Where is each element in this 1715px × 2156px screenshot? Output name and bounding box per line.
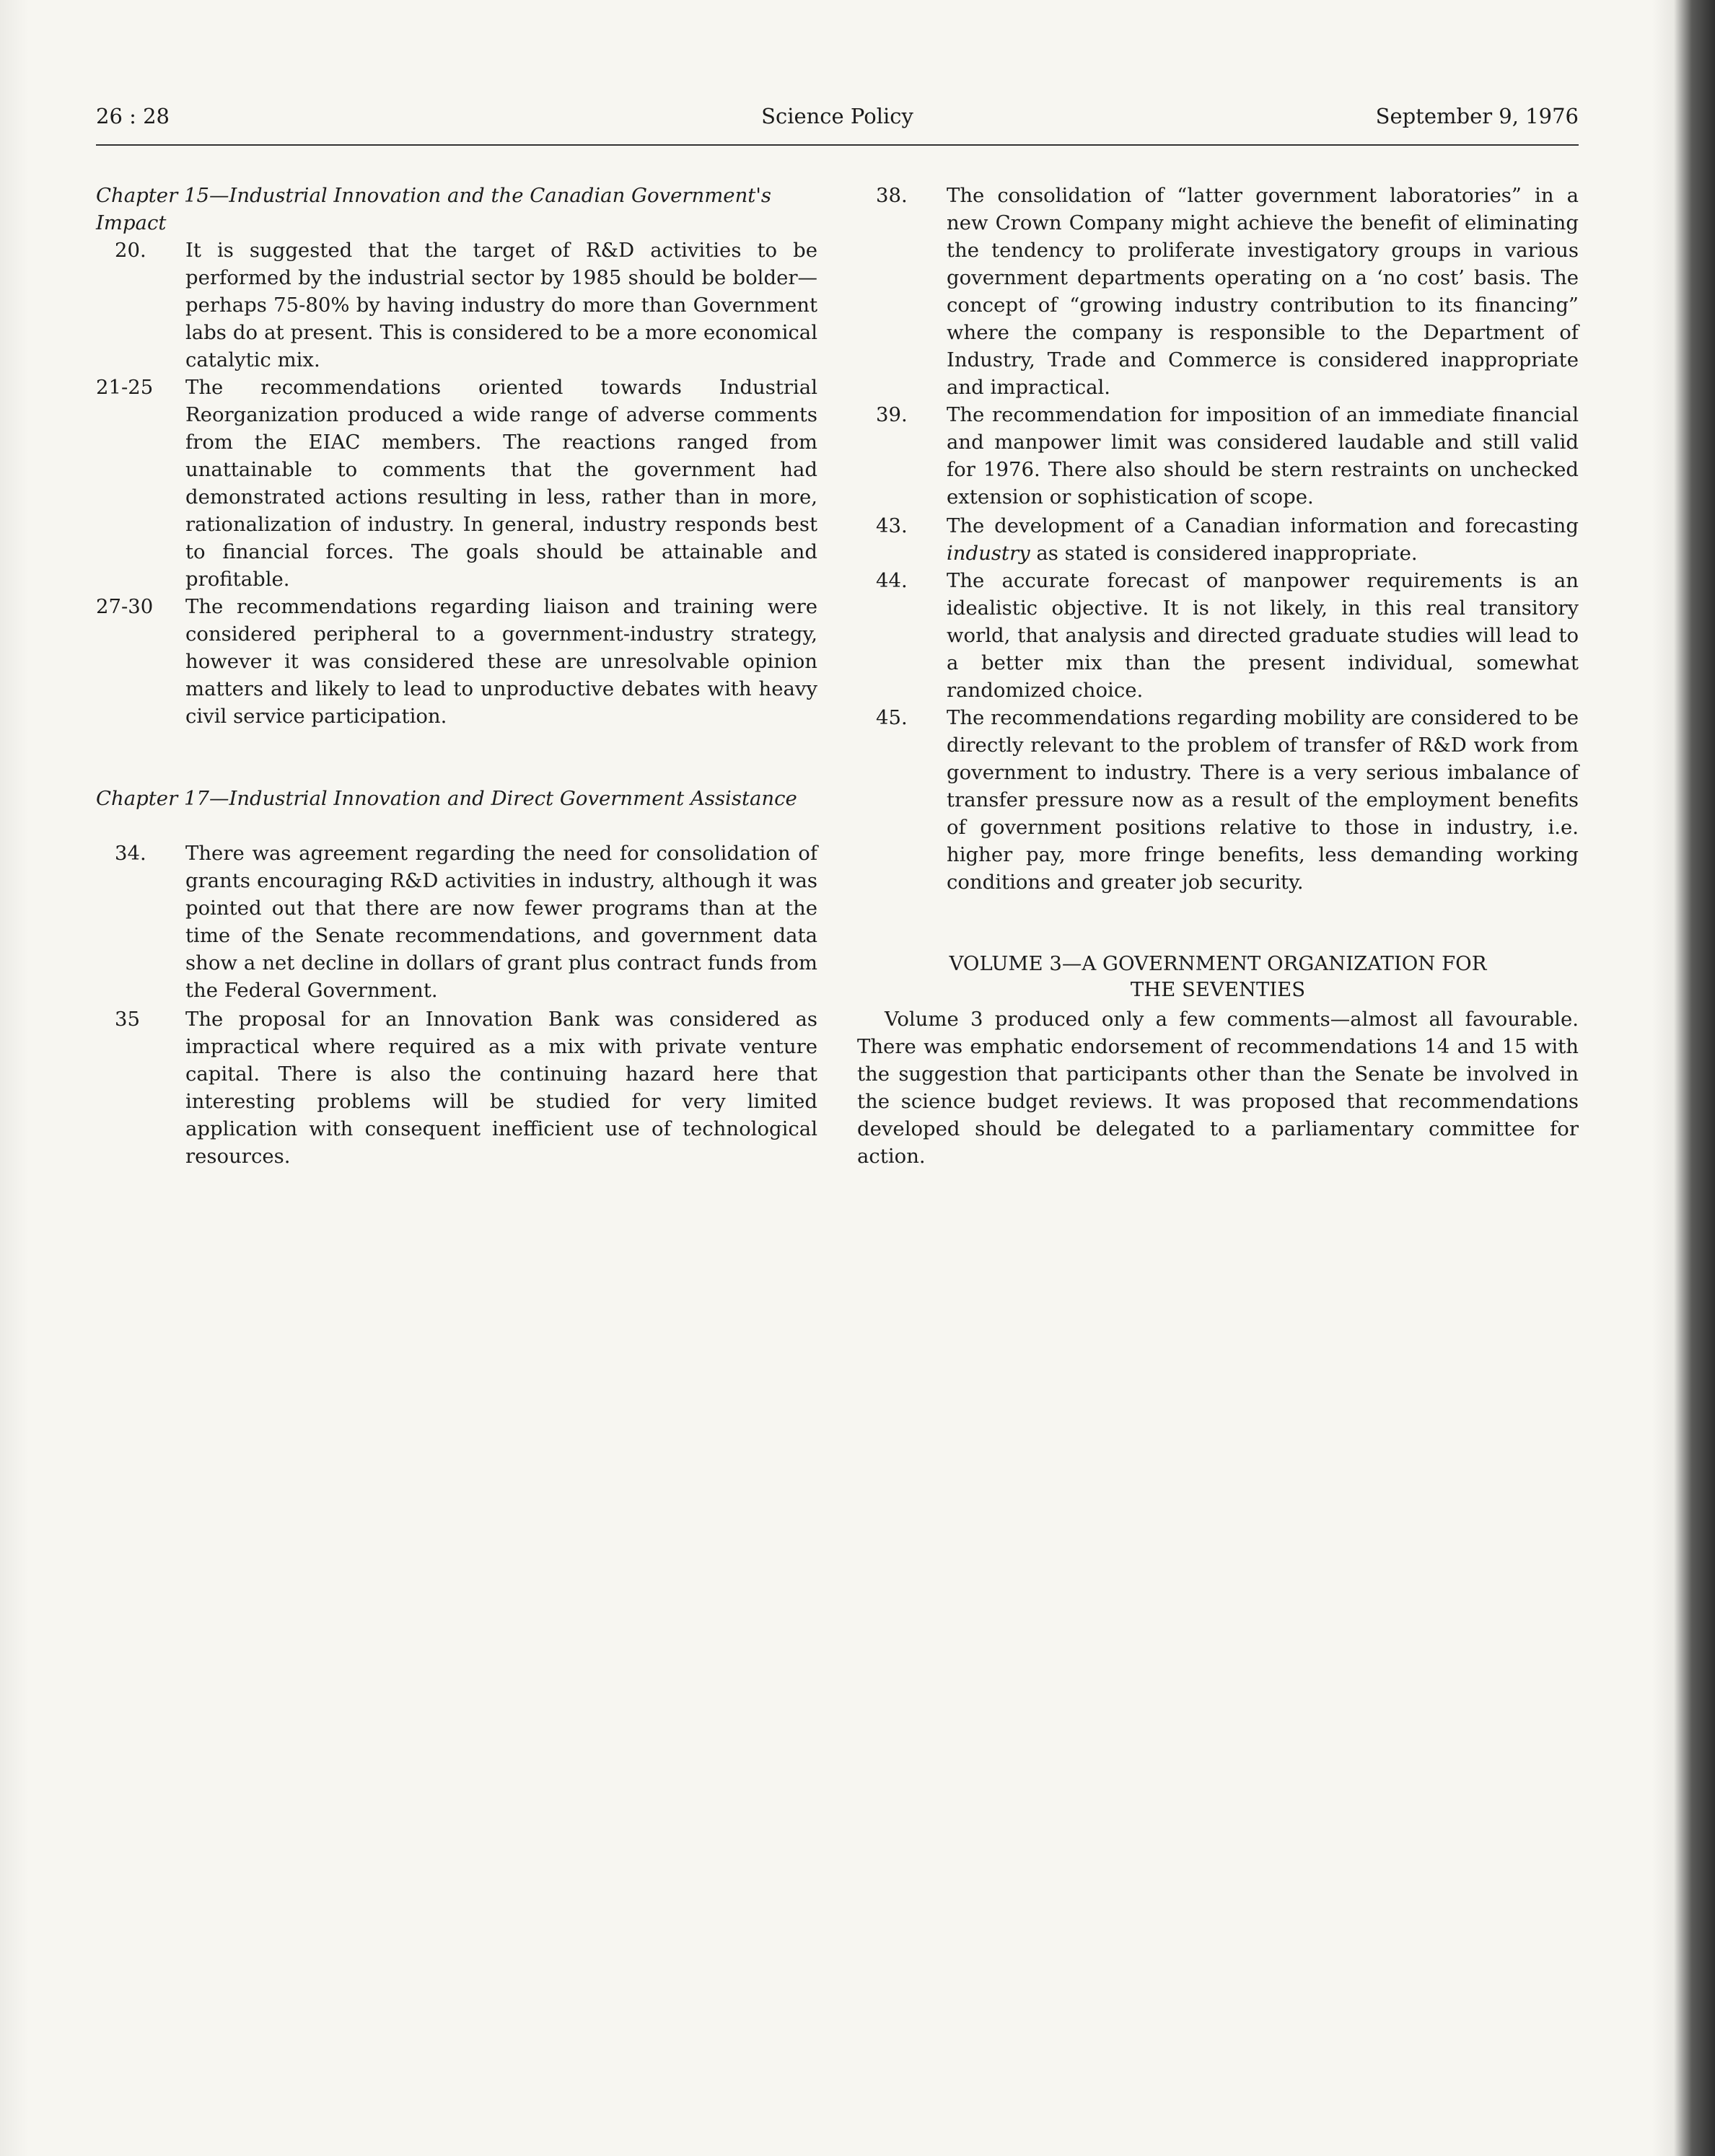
- chapter-17-heading: Chapter 17—Industrial Innovation and Direct Government Assistance: [96, 787, 797, 810]
- chapter-15-heading: Chapter 15—Industrial Innovation and the Canadian Government's Impact: [96, 184, 772, 234]
- volume-3-heading-line1: VOLUME 3—A GOVERNMENT ORGANIZATION FOR: [949, 952, 1487, 975]
- list-item: [96, 840, 817, 1004]
- item-number: 43.: [876, 514, 908, 537]
- list-item: [857, 182, 1579, 401]
- item-number: 44.: [876, 569, 908, 592]
- volume-3-paragraph: Volume 3 produced only a few comments—almost all favourable. There was emphatic endorsement of recommendations 14 and 15 with the suggestion that participants other than the Senate be involved in the science budget reviews. It was proposed that recommendations developed should be delegated to a parliamentary committee for action.: [857, 1008, 1579, 1168]
- item-number: 21-25: [96, 376, 154, 399]
- item-number: 20.: [115, 239, 146, 262]
- list-item: [96, 1006, 817, 1170]
- list-item: [857, 704, 1579, 896]
- list-item: [96, 593, 817, 730]
- item-text: The consolidation of “latter government laboratories” in a new Crown Company might achieve the benefit of eliminating the tendency to proliferate investigatory groups in various government departments operating on a ‘no cost’ basis. The concept of “growing industry contribution to its financing” where the company is responsible to the Department of Industry, Trade and Commerce is considered inappropriate and impractical.: [947, 184, 1579, 399]
- item-number: 45.: [876, 706, 908, 729]
- item-number: 35: [115, 1008, 140, 1031]
- page-number: 26 : 28: [96, 104, 170, 128]
- volume-3-heading: [857, 951, 1579, 1003]
- item-number: 27-30: [96, 595, 154, 618]
- item-number: 38.: [876, 184, 908, 207]
- item-text: There was agreement regarding the need for consolidation of grants encouraging R&D activities in industry, although it was pointed out that there are now fewer programs than at the time of the Senate recommendations, and government data show a net decline in dollars of grant plus contract funds from the Federal Government.: [185, 842, 817, 1002]
- running-title: Science Policy: [761, 104, 913, 128]
- list-item: [857, 567, 1579, 704]
- list-item: [857, 512, 1579, 567]
- list-item: [96, 374, 817, 593]
- item-text: The recommendation for imposition of an immediate financial and manpower limit was considered laudable and still valid for 1976. There also should be stern restraints on unchecked extension or sophistication of scope.: [947, 403, 1579, 509]
- item-text-part: The development of a Canadian information and forecasting: [947, 514, 1579, 537]
- list-item: [857, 401, 1579, 511]
- item-text: [947, 512, 1579, 567]
- item-text-italic: industry: [947, 542, 1030, 565]
- item-text: The recommendations regarding mobility are considered to be directly relevant to the problem of transfer of R&D work from government to industry. There is a very serious imbalance of transfer pressure now as a result of the employment benefits of government positions relative to those in industry, i.e. higher pay, more fringe benefits, less demanding working conditions and greater job security.: [947, 706, 1579, 894]
- item-text: The proposal for an Innovation Bank was considered as impractical where required as a mix with private venture capital. There is also the continuing hazard here that interesting problems will be studied for very limited application with consequent inefficient use of technological resources.: [185, 1008, 817, 1168]
- item-number: 34.: [115, 842, 146, 865]
- item-text: It is suggested that the target of R&D activities to be performed by the industrial sector by 1985 should be bolder—perhaps 75-80% by having industry do more than Government labs do at present. This is considered to be a more economical catalytic mix.: [185, 239, 817, 371]
- item-text: The recommendations regarding liaison and training were considered peripheral to a government-industry strategy, however it was considered these are unresolvable opinion matters and likely to lead to unproductive debates with heavy civil service participation.: [185, 595, 817, 728]
- item-text-part: as stated is considered inappropriate.: [1030, 542, 1418, 565]
- volume-3-heading-line2: THE SEVENTIES: [1130, 978, 1306, 1001]
- header-date: September 9, 1976: [1375, 104, 1579, 128]
- right-column: [857, 182, 1579, 1170]
- item-text: The recommendations oriented towards Industrial Reorganization produced a wide range of adverse comments from the EIAC members. The reactions ranged from unattainable to comments that the government had demonstrated actions resulting in less, rather than in more, rationalization of industry. In general, industry responds best to financial forces. The goals should be attainable and profitable.: [185, 376, 817, 591]
- item-number: 39.: [876, 403, 908, 426]
- page-header: [96, 101, 1579, 146]
- list-item: [96, 237, 817, 374]
- left-column: [96, 182, 817, 1170]
- item-text: The accurate forecast of manpower requirements is an idealistic objective. It is not likely, in this real transitory world, that analysis and directed graduate studies will lead to a better mix than the present individual, somewhat randomized choice.: [947, 569, 1579, 702]
